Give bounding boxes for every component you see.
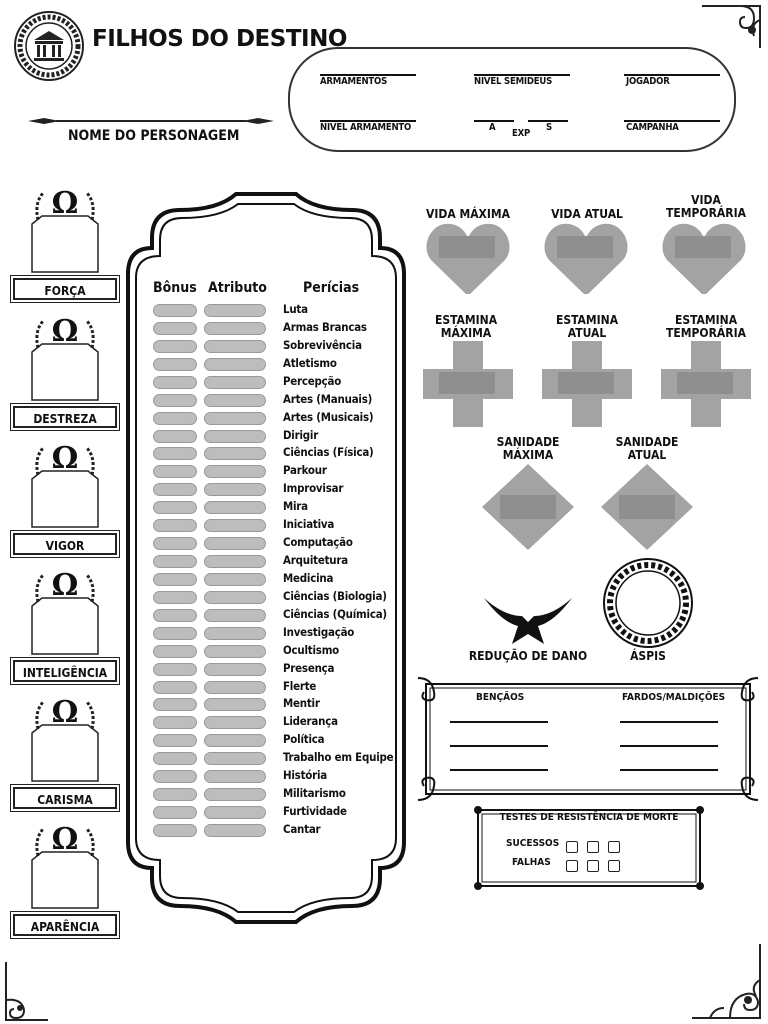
atributo-field[interactable] [204,430,266,443]
atributo-field[interactable] [204,824,266,837]
skill-name: Investigação [283,624,355,639]
jogador-label: JOGADOR [626,76,670,87]
atributo-field[interactable] [204,483,266,496]
sucesso-checkbox-1[interactable] [566,841,578,853]
attribute-label: DESTREZA [13,406,117,428]
skill-name: Militarismo [283,786,346,801]
skill-name: Liderança [283,714,338,729]
bonus-field[interactable] [153,770,197,783]
atributo-field[interactable] [204,358,266,371]
vida-temporaria-line1: VIDA [691,193,721,207]
atributo-field[interactable] [204,322,266,335]
atributo-header: Atributo [208,280,267,296]
estamina-maxima-label: ESTAMINA MÁXIMA [434,313,498,340]
skill-name: Percepção [283,373,342,388]
omega-icon: Ω [51,568,79,603]
heart-icon[interactable] [661,222,747,294]
fardo-line-1[interactable] [620,721,718,723]
attribute-label: VIGOR [13,533,117,555]
cross-icon[interactable] [423,341,513,427]
bonus-field[interactable] [153,519,197,532]
pericias-header: Perícias [303,280,360,296]
estamina-atual-label: ESTAMINA ATUAL [555,313,619,340]
falha-checkbox-1[interactable] [566,860,578,872]
nivel-armamento-label: NIVEL ARMAMENTO [320,122,412,133]
bonus-field[interactable] [153,483,197,496]
bencao-line-2[interactable] [450,745,548,747]
bonus-field[interactable] [153,627,197,640]
atributo-field[interactable] [204,501,266,514]
omega-icon: Ω [51,314,79,349]
sanidade-atual-label: SANIDADE ATUAL [615,435,679,462]
cross-icon[interactable] [542,341,632,427]
bonus-field[interactable] [153,806,197,819]
bonus-field[interactable] [153,465,197,478]
sucessos-label: SUCESSOS [506,838,560,849]
bonus-field[interactable] [153,788,197,801]
corner-ornament-top-right [700,0,768,50]
death-saves-title: TESTES DE RESISTÊNCIA DE MORTE [499,812,679,823]
aspis-shield-icon[interactable] [601,558,695,648]
skill-name: Ocultismo [283,642,340,657]
character-name-label: NOME DO PERSONAGEM [68,128,240,144]
fardos-label: FARDOS/MALDIÇÕES [622,692,726,703]
atributo-field[interactable] [204,412,266,425]
bonus-field[interactable] [153,537,197,550]
bonus-field[interactable] [153,609,197,622]
atributo-field[interactable] [204,806,266,819]
bonus-field[interactable] [153,555,197,568]
atributo-field[interactable] [204,376,266,389]
skill-name: Medicina [283,570,334,585]
atributo-field[interactable] [204,645,266,658]
bencao-line-1[interactable] [450,721,548,723]
aspis-label: ÁSPIS [630,649,666,663]
diamond-icon[interactable] [601,464,693,550]
fardo-line-2[interactable] [620,745,718,747]
atributo-field[interactable] [204,447,266,460]
skill-name: Política [283,732,325,747]
omega-icon: Ω [51,822,79,857]
atributo-field[interactable] [204,788,266,801]
skill-name: Dirigir [283,427,319,442]
skill-name: Computação [283,535,353,550]
skill-name: Improvisar [283,481,344,496]
attribute-label: FORÇA [13,278,117,300]
nivel-semideus-label: NIVEL SEMIDEUS [474,76,553,87]
vida-temporaria-label [656,194,756,220]
bonus-field[interactable] [153,501,197,514]
atributo-field[interactable] [204,537,266,550]
campanha-label: CAMPANHA [626,122,679,133]
page-title: FILHOS DO DESTINO [92,26,347,52]
skill-name: Trabalho em Equipe [283,750,394,765]
omega-icon: Ω [51,186,79,221]
atributo-field[interactable] [204,770,266,783]
atributo-field[interactable] [204,752,266,765]
bencao-line-3[interactable] [450,769,548,771]
skill-name: Furtividade [283,804,347,819]
bonus-field[interactable] [153,645,197,658]
sucessos-checkboxes [566,836,629,855]
attribute-label: INTELIGÊNCIA [13,660,117,682]
atributo-field[interactable] [204,627,266,640]
skill-name: Artes (Manuais) [283,391,373,406]
vida-maxima-label: VIDA MÁXIMA [426,207,510,221]
atributo-field[interactable] [204,394,266,407]
falha-checkbox-3[interactable] [608,860,620,872]
skill-name: Luta [283,302,308,316]
sanidade-maxima-label: SANIDADE MÁXIMA [496,435,560,462]
atributo-field[interactable] [204,573,266,586]
atributo-field[interactable] [204,555,266,568]
bonus-field[interactable] [153,376,197,389]
exp-label: EXP [512,128,531,139]
atributo-field[interactable] [204,340,266,353]
skill-name: Parkour [283,463,327,478]
falha-checkbox-2[interactable] [587,860,599,872]
bonus-field[interactable] [153,447,197,460]
bonus-field[interactable] [153,573,197,586]
bonus-field[interactable] [153,358,197,371]
bonus-field[interactable] [153,591,197,604]
bonus-field[interactable] [153,304,197,317]
bonus-field[interactable] [153,394,197,407]
skill-name: Ciências (Química) [283,606,387,621]
bonus-field[interactable] [153,412,197,425]
skill-name: Arquitetura [283,553,348,568]
heart-icon[interactable] [425,222,511,294]
fardo-line-3[interactable] [620,769,718,771]
skill-name: Mentir [283,696,320,711]
skill-name: Mira [283,499,308,514]
skill-name: Iniciativa [283,517,335,532]
skill-name: História [283,768,328,783]
bonus-field[interactable] [153,716,197,729]
falhas-label: FALHAS [512,857,551,868]
skill-name: Armas Brancas [283,319,367,334]
horns-icon [482,594,574,646]
skill-name: Sobrevivência [283,337,362,352]
atributo-field[interactable] [204,304,266,317]
skill-name: Ciências (Biologia) [283,588,387,603]
skill-name: Atletismo [283,355,337,370]
bonus-field[interactable] [153,824,197,837]
atributo-field[interactable] [204,519,266,532]
exp-a-label: A [489,122,496,133]
bonus-field[interactable] [153,752,197,765]
bonus-field[interactable] [153,734,197,747]
corner-ornament-bottom-left [0,960,50,1024]
bonus-field[interactable] [153,340,197,353]
atributo-field[interactable] [204,663,266,676]
skill-name: Presença [283,660,335,675]
heart-icon[interactable] [543,222,629,294]
bonus-field[interactable] [153,663,197,676]
bonus-field[interactable] [153,698,197,711]
atributo-field[interactable] [204,465,266,478]
bonus-header: Bônus [153,280,197,296]
name-line-ornament [26,114,276,128]
skill-name: Artes (Musicais) [283,409,374,424]
atributo-field[interactable] [204,698,266,711]
corner-ornament-bottom-right [690,940,768,1024]
atributo-field[interactable] [204,681,266,694]
vida-temporaria-line2: TEMPORÁRIA [666,206,746,220]
bonus-field[interactable] [153,322,197,335]
estamina-temporaria-label: ESTAMINA TEMPORÁRIA [666,313,746,340]
vida-atual-label: VIDA ATUAL [551,207,623,221]
armamentos-label: ARMAMENTOS [320,76,388,87]
bonus-field[interactable] [153,430,197,443]
attribute-label: CARISMA [13,787,117,809]
attribute-label: APARÊNCIA [13,914,117,936]
skill-name: Flerte [283,678,317,693]
atributo-field[interactable] [204,609,266,622]
exp-s-label: S [546,122,552,133]
bencaos-label: BENÇÃOS [476,692,525,703]
omega-icon: Ω [51,695,79,730]
reducao-dano-label: REDUÇÃO DE DANO [468,649,588,663]
skill-name: Cantar [283,821,321,836]
atributo-field[interactable] [204,716,266,729]
sucesso-checkbox-2[interactable] [587,841,599,853]
temple-logo-icon [12,10,86,82]
sucesso-checkbox-3[interactable] [608,841,620,853]
atributo-field[interactable] [204,734,266,747]
atributo-field[interactable] [204,591,266,604]
diamond-icon[interactable] [482,464,574,550]
skill-name: Ciências (Física) [283,445,374,460]
bonus-field[interactable] [153,681,197,694]
cross-icon[interactable] [661,341,751,427]
omega-icon: Ω [51,441,79,476]
falhas-checkboxes [566,855,629,874]
